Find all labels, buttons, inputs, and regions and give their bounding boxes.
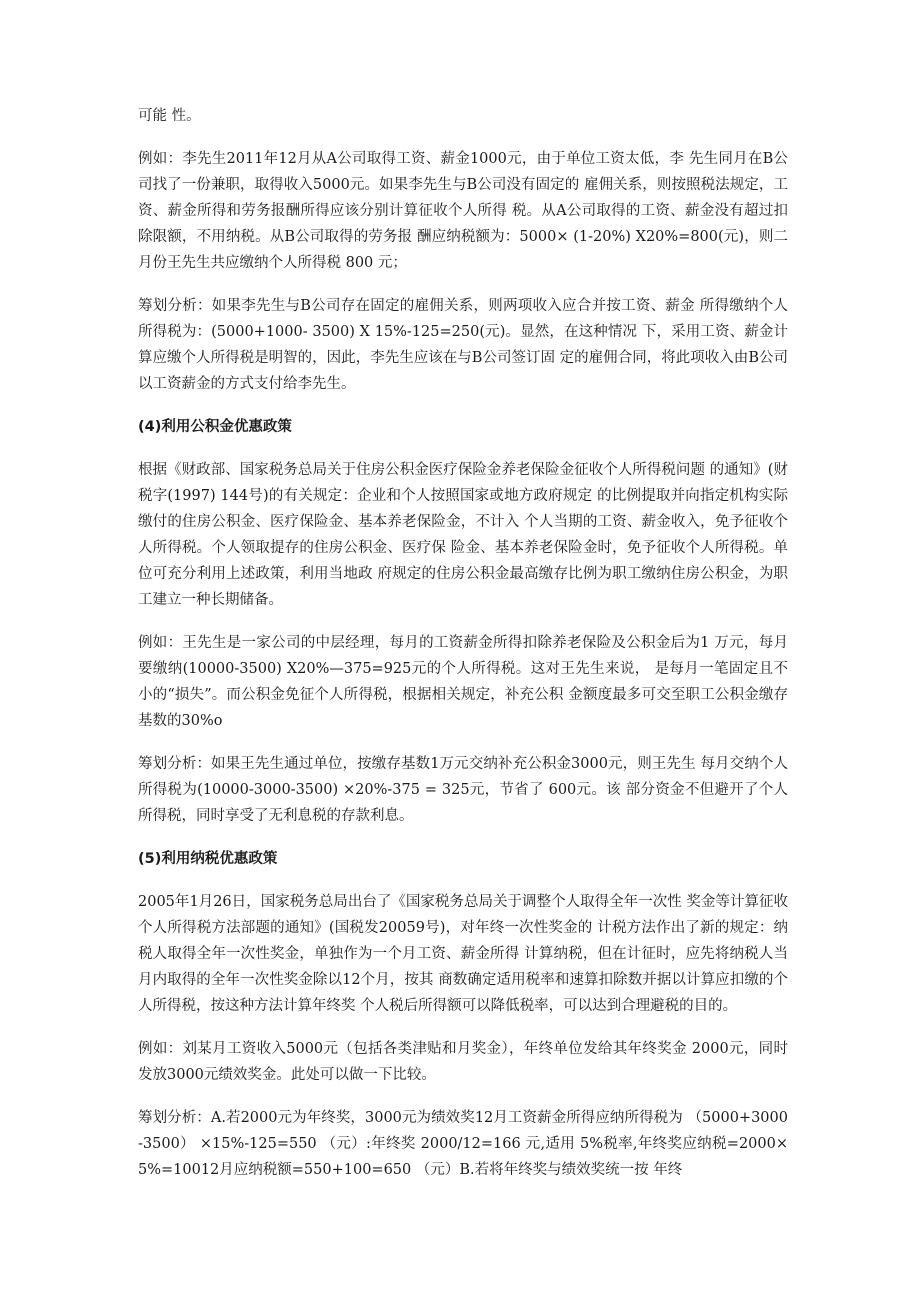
paragraph: 例如：王先生是一家公司的中层经理，每月的工资薪金所得扣除养老保险及公积金后为1 万元，每月要缴纳(10000-3500) X20%—375=925元的个人所得税。这对王先生来说， 是每月一笔固定且不小的“损失”。而公积金免征个人所得税，根据相关规定，补充公积 金额度最多可交至职工公积金缴存基数的30%o	[138, 635, 788, 729]
paragraph: 筹划分析：如果王先生通过单位，按缴存基数1万元交纳补充公积金3000元，则王先生 每月交纳个人所得税为(10000-3000-3500) ×20%-375 = 325元，节省了 600元。该 部分资金不但避开了个人所得税，同时享受了无利息税的存款利息。	[138, 756, 788, 824]
section-heading: (5)利用纳税优惠政策	[138, 851, 278, 867]
paragraph: 可能 性。	[138, 108, 201, 124]
paragraph: 根据《财政部、国家税务总局关于住房公积金医疗保险金养老保险金征收个人所得税问题 的通知》(财税字(1997) 144号)的有关规定：企业和个人按照国家或地方政府规定 的比例提取并向指定机构实际缴付的住房公积金、医疗保险金、基本养老保险金，不计入 个人当期的工资、薪金收入，免予征收个人所得税。个人领取提存的住房公积金、医疗保 险金、基本养老保险金时，免予征收个人所得税。单位可充分利用上述政策，利用当地政 府规定的住房公积金最高缴存比例为职工缴纳住房公积金，为职工建立一种长期储备。	[138, 462, 788, 608]
section-heading: (4)利用公积金优惠政策	[138, 419, 292, 435]
paragraph: 2005年1月26日，国家税务总局出台了《国家税务总局关于调整个人取得全年一次性 奖金等计算征收个人所得税方法部题的通知》(国税发20059号)，对年终一次性奖金的 计税方法作出了新的规定：纳税人取得全年一次性奖金，单独作为一个月工资、薪金所得 计算纳税，但在计征时，应先将纳税人当月内取得的全年一次性奖金除以12个月，按其 商数确定适用税率和速算扣除数并据以计算应扣缴的个人所得税，按这种方法计算年终奖 个人税后所得额可以降低税率，可以达到合理避税的目的。	[138, 894, 788, 1014]
paragraph: 例如：李先生2011年12月从A公司取得工资、薪金1000元，由于单位工资太低，李 先生同月在B公司找了一份兼职，取得收入5000元。如果李先生与B公司没有固定的 雇佣关系，则按照税法规定，工资、薪金所得和劳务报酬所得应该分别计算征收个人所得 税。从A公司取得的工资、薪金没有超过扣除限额，不用纳税。从B公司取得的劳务报 酬应纳税额为：5000× (1-20%) X20%=800(元)，则二月份王先生共应缴纳个人所得税 800 元；	[138, 151, 788, 271]
document-body	[138, 103, 788, 1200]
paragraph: 例如：刘某月工资收入5000元（包括各类津贴和月奖金），年终单位发给其年终奖金 2000元，同时发放3000元绩效奖金。此处可以做一下比较。	[138, 1041, 788, 1083]
paragraph: 筹划分析：如果李先生与B公司存在固定的雇佣关系，则两项收入应合并按工资、薪金 所得缴纳个人所得税为：(5000+1000- 3500) X 15%-125=250(元)。显然，在这种情况 下，采用工资、薪金计算应缴个人所得税是明智的，因此，李先生应该在与B公司签订固 定的雇佣合同，将此项收入由B公司以工资薪金的方式支付给李先生。	[138, 298, 788, 392]
paragraph: 筹划分析：A.若2000元为年终奖，3000元为绩效奖12月工资薪金所得应纳所得税为 （5000+3000-3500） ×15%-125=550 （元）:年终奖 2000/12=166 元,适用 5%税率,年终奖应纳税=2000×5%=10012月应纳税额=550+100=650 （元）B.若将年终奖与绩效奖统一按 年终	[138, 1110, 788, 1178]
